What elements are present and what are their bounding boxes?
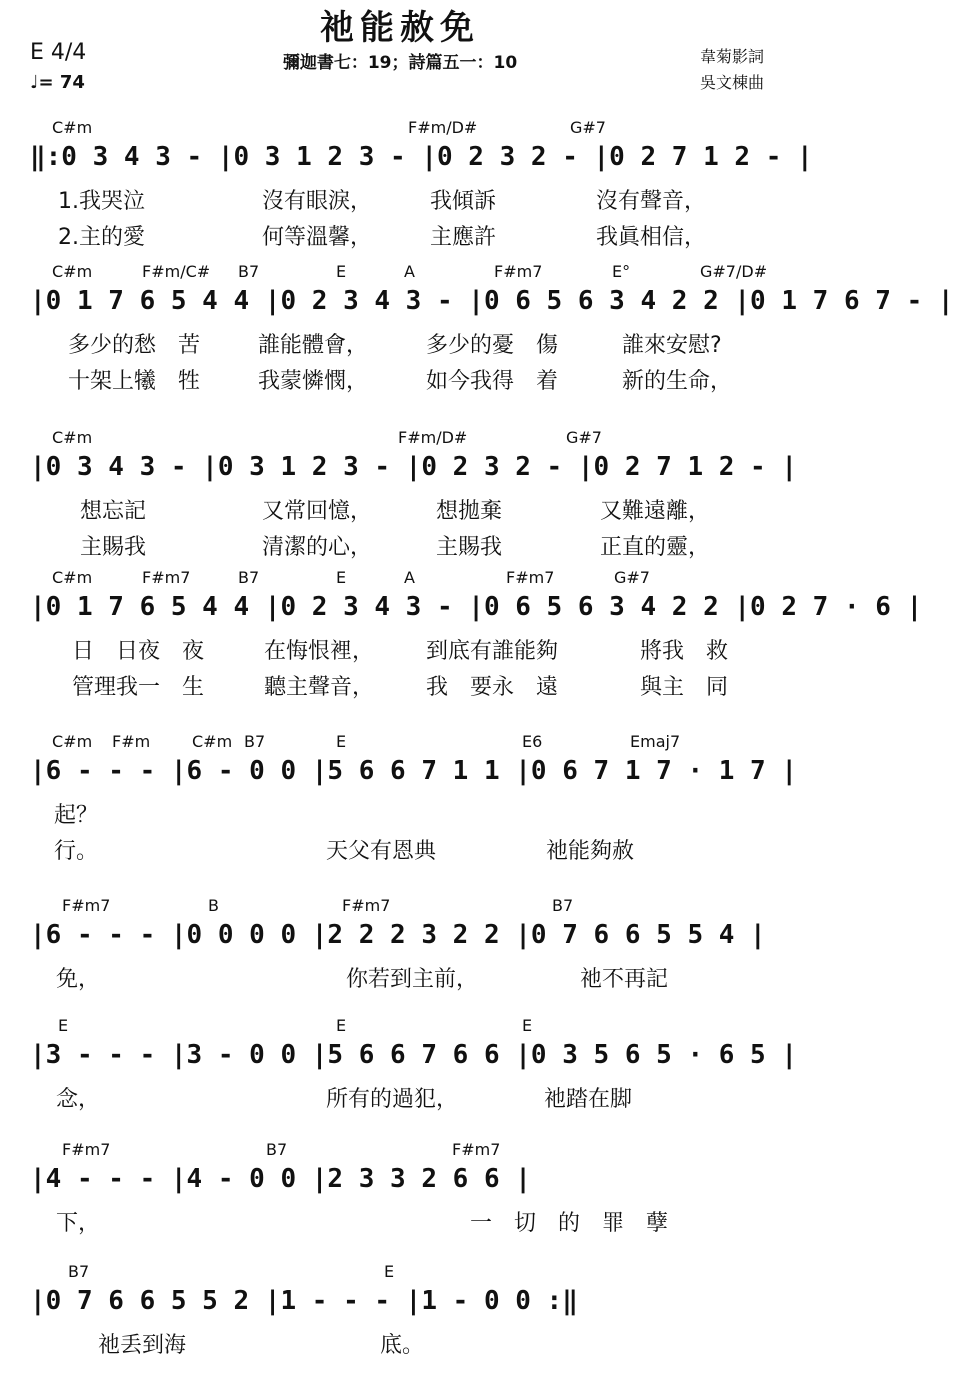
- chord-symbol: G#7/D#: [700, 262, 768, 281]
- chord-symbol: F#m7: [62, 1140, 111, 1159]
- tempo-marking: ♩= 74: [30, 72, 85, 93]
- chord-symbol: B7: [238, 568, 260, 587]
- lyric-phrase: 又常回憶，: [262, 499, 373, 524]
- lyric-phrase: 又難遠離，: [600, 499, 711, 524]
- chord-row: [0, 118, 800, 140]
- chord-symbol: F#m: [112, 732, 151, 751]
- lyric-phrase: 想拋棄: [436, 499, 503, 524]
- lyric-phrase: 念，: [56, 1087, 101, 1112]
- chord-row: [0, 1016, 800, 1038]
- scripture-reference: 彌迦書七：19；詩篇五一：10: [282, 53, 518, 73]
- notation-row: [0, 1164, 800, 1200]
- chord-symbol: E°: [612, 262, 631, 281]
- lyric-phrase: 聽主聲音，: [264, 675, 375, 700]
- lyric-phrase: 管理我一 生: [72, 675, 205, 700]
- composer-credit: 吳文棟曲: [699, 73, 764, 92]
- chord-symbol: E: [336, 262, 347, 281]
- chord-symbol: E: [336, 1016, 347, 1035]
- chord-symbol: F#m7: [62, 896, 111, 915]
- chord-symbol: G#7: [570, 118, 606, 137]
- jianpu-notes: |3 - - - |3 - 0 0 |5 6 6 7 6 6 |0 3 5 6 5 · 6 5 |: [30, 1040, 798, 1070]
- lyric-phrase: 一 切 的 罪 孽: [470, 1211, 669, 1236]
- chord-symbol: G#7: [614, 568, 650, 587]
- chord-symbol: B7: [68, 1262, 90, 1281]
- jianpu-notes: |0 1 7 6 5 4 4 |0 2 3 4 3 - |0 6 5 6 3 4 2 2 |0 1 7 6 7 - |: [30, 286, 954, 316]
- lyric-phrase: 想忘記: [80, 499, 147, 524]
- lyric-phrase: 天父有恩典: [326, 839, 437, 864]
- notation-row: [0, 142, 813, 178]
- lyric-phrase: 我眞相信，: [596, 225, 707, 250]
- chord-symbol: F#m/D#: [408, 118, 478, 137]
- lyric-phrase: 在悔恨裡，: [264, 639, 375, 664]
- lyric-phrase: 主賜我: [436, 535, 503, 560]
- chord-symbol: E: [58, 1016, 69, 1035]
- chord-symbol: F#m7: [452, 1140, 501, 1159]
- chord-symbol: A: [404, 568, 415, 587]
- lyric-phrase: 主應許: [430, 225, 497, 250]
- chord-symbol: E6: [522, 732, 543, 751]
- chord-symbol: F#m/D#: [398, 428, 468, 447]
- lyric-phrase: 行。: [54, 839, 99, 864]
- notation-row: [0, 286, 954, 322]
- chord-symbol: B7: [552, 896, 574, 915]
- lyric-phrase: 免，: [56, 967, 101, 992]
- jianpu-notes: |4 - - - |4 - 0 0 |2 3 3 2 6 6 |: [30, 1164, 531, 1194]
- chord-row: [0, 1140, 800, 1162]
- lyric-phrase: 祂踏在脚: [544, 1087, 633, 1112]
- lyric-phrase: 正直的靈，: [600, 535, 711, 560]
- chord-symbol: F#m7: [142, 568, 191, 587]
- notation-row: [0, 592, 923, 628]
- lyric-phrase: 新的生命，: [622, 369, 733, 394]
- lyric-phrase: 何等溫馨，: [262, 225, 373, 250]
- chord-symbol: C#m: [52, 568, 93, 587]
- jianpu-notes: |0 7 6 6 5 5 2 |1 - - - |1 - 0 0 :‖: [30, 1286, 578, 1316]
- chord-symbol: F#m7: [342, 896, 391, 915]
- chord-symbol: Emaj7: [630, 732, 681, 751]
- lyric-phrase: 誰能體會，: [258, 333, 369, 358]
- chord-row: [0, 568, 800, 590]
- key-signature: E 4/4: [30, 40, 87, 65]
- notation-row: [0, 756, 800, 792]
- chord-row: [0, 732, 800, 754]
- chord-symbol: B7: [244, 732, 266, 751]
- lyric-phrase: 誰來安慰?: [622, 333, 722, 358]
- chord-symbol: C#m: [52, 732, 93, 751]
- lyric-phrase: 下，: [56, 1211, 101, 1236]
- chord-symbol: E: [336, 732, 347, 751]
- chord-symbol: F#m7: [506, 568, 555, 587]
- lyric-phrase: 你若到主前，: [346, 967, 479, 992]
- chord-row: [0, 1262, 800, 1284]
- notation-row: [0, 452, 800, 488]
- jianpu-notes: |6 - - - |0 0 0 0 |2 2 2 3 2 2 |0 7 6 6 5 5 4 |: [30, 920, 766, 950]
- chord-symbol: C#m: [192, 732, 233, 751]
- notation-row: [0, 920, 800, 956]
- chord-symbol: C#m: [52, 428, 93, 447]
- jianpu-notes: |0 3 4 3 - |0 3 1 2 3 - |0 2 3 2 - |0 2 7 1 2 - |: [30, 452, 798, 482]
- chord-symbol: C#m: [52, 118, 93, 137]
- lyricist-credit: 韋菊影詞: [699, 47, 764, 66]
- lyric-phrase: 我蒙憐憫，: [258, 369, 369, 394]
- lyric-phrase: 我 要永 遠: [426, 675, 559, 700]
- chord-row: [0, 428, 800, 450]
- lyric-phrase: 底。: [380, 1333, 425, 1358]
- chord-symbol: E: [522, 1016, 533, 1035]
- notation-row: [0, 1286, 800, 1322]
- chord-symbol: A: [404, 262, 415, 281]
- jianpu-notes: |6 - - - |6 - 0 0 |5 6 6 7 1 1 |0 6 7 1 7 · 1 7 |: [30, 756, 798, 786]
- chord-symbol: E: [336, 568, 347, 587]
- lyric-phrase: 到底有誰能夠: [426, 639, 559, 664]
- lyric-phrase: 我傾訴: [430, 189, 497, 214]
- lyric-phrase: 如今我得 着: [426, 369, 559, 394]
- song-title: 祂能赦免: [320, 8, 480, 48]
- lyric-phrase: 1.我哭泣: [58, 189, 145, 214]
- chord-symbol: F#m/C#: [142, 262, 211, 281]
- chord-symbol: C#m: [52, 262, 93, 281]
- lyric-phrase: 多少的愁 苦: [68, 333, 201, 358]
- lyric-phrase: 2.主的愛: [58, 225, 145, 250]
- lyric-phrase: 沒有聲音，: [596, 189, 707, 214]
- lyric-phrase: 十架上犧 牲: [68, 369, 201, 394]
- jianpu-notes: ‖:0 3 4 3 - |0 3 1 2 3 - |0 2 3 2 - |0 2 7 1 2 - |: [30, 142, 813, 172]
- chord-symbol: G#7: [566, 428, 602, 447]
- chord-row: [0, 262, 800, 284]
- lyric-phrase: 祂能夠赦: [546, 839, 635, 864]
- chord-symbol: B: [208, 896, 219, 915]
- chord-symbol: E: [384, 1262, 395, 1281]
- lyric-phrase: 清潔的心，: [262, 535, 373, 560]
- lyric-phrase: 多少的憂 傷: [426, 333, 559, 358]
- lyric-phrase: 所有的過犯，: [326, 1087, 459, 1112]
- lyric-phrase: 祂丢到海: [98, 1333, 187, 1358]
- chord-row: [0, 896, 800, 918]
- lyric-phrase: 與主 同: [640, 675, 729, 700]
- lyric-phrase: 將我 救: [640, 639, 729, 664]
- jianpu-notes: |0 1 7 6 5 4 4 |0 2 3 4 3 - |0 6 5 6 3 4 2 2 |0 2 7 · 6 |: [30, 592, 923, 622]
- chord-symbol: B7: [238, 262, 260, 281]
- chord-symbol: F#m7: [494, 262, 543, 281]
- lyric-phrase: 起？: [54, 803, 99, 828]
- lyric-phrase: 祂不再記: [580, 967, 669, 992]
- lyric-phrase: 沒有眼淚，: [262, 189, 373, 214]
- notation-row: [0, 1040, 800, 1076]
- lyric-phrase: 日 日夜 夜: [72, 639, 205, 664]
- lyric-phrase: 主賜我: [80, 535, 147, 560]
- chord-symbol: B7: [266, 1140, 288, 1159]
